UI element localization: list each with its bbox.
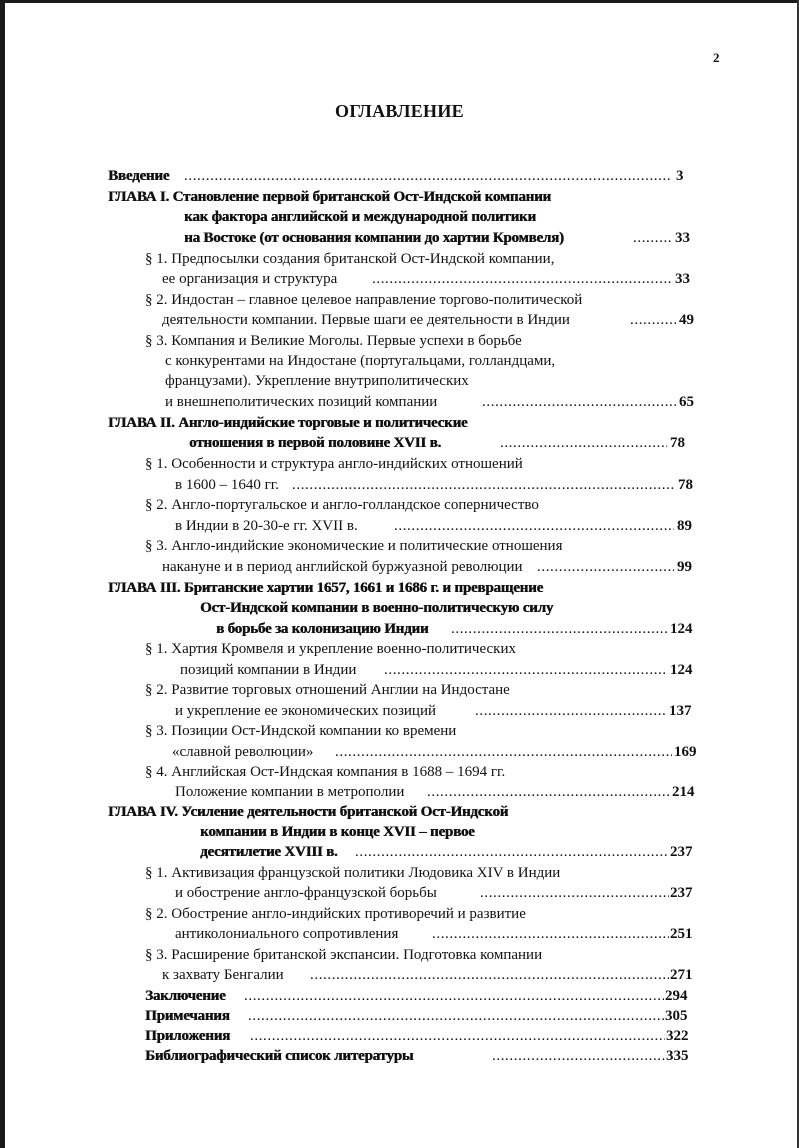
page-number: 2 [713, 50, 720, 65]
toc-page-bibliography: 335 [666, 1048, 689, 1064]
toc-leader-dots [292, 475, 675, 495]
toc-chapter-4-title: ГЛАВА IV. Усиление деятельности британской Ост-Индской [108, 804, 509, 820]
toc-page-section-4-2: 251 [670, 926, 693, 942]
toc-chapter-2-title: ГЛАВА II. Англо-индийские торговые и политические [108, 415, 468, 431]
toc-page-section-3-3: 169 [674, 744, 697, 760]
toc-section-1-1: § 1. Предпосылки создания британской Ост-Индской компании, [145, 251, 555, 267]
toc-page-appendices: 322 [666, 1028, 689, 1044]
toc-section-3-1: § 1. Хартия Кромвеля и укрепление военно-политических [145, 641, 516, 657]
toc-leader-dots [500, 433, 667, 453]
toc-section-4-1: § 1. Активизация французской политики Людовика XIV в Индии [145, 865, 561, 881]
toc-section-2-1-cont: в 1600 – 1640 гг. [175, 477, 279, 493]
toc-section-3-1-cont: позиций компании в Индии [180, 662, 357, 678]
toc-chapter-1-title: ГЛАВА I. Становление первой британской Ост-Индской компании [108, 189, 551, 205]
toc-section-3-2-cont: и укрепление ее экономических позиций [175, 703, 437, 719]
toc-page-section-3-4: 214 [672, 784, 695, 800]
toc-chapter-1-title-cont: как фактора английской и международной политики [184, 209, 536, 225]
toc-page-section-1-1: 33 [675, 271, 690, 287]
toc-page-chapter-2: 78 [670, 435, 685, 451]
toc-leader-dots [451, 619, 667, 639]
toc-section-2-1: § 1. Особенности и структура англо-индийских отношений [145, 456, 523, 472]
toc-section-1-3-cont: французами). Укрепление внутриполитических [165, 373, 469, 389]
toc-section-1-3-cont: с конкурентами на Индостане (португальцами, голландцами, [165, 353, 556, 369]
toc-leader-dots [335, 742, 672, 762]
toc-section-2-3: § 3. Англо-индийские экономические и политические отношения [145, 538, 563, 554]
toc-page-notes: 305 [665, 1008, 688, 1024]
toc-chapter-3-title-cont: в борьбе за колонизацию Индии [216, 621, 429, 637]
toc-chapter-1-title-cont: на Востоке (от основания компании до хартии Кромвеля) [184, 230, 564, 246]
toc-page-chapter-3: 124 [670, 621, 693, 637]
toc-section-2-2-cont: в Индии в 20-30-е гг. XVII в. [175, 518, 358, 534]
toc-page-introduction: 3 [676, 168, 684, 184]
toc-page-section-2-2: 89 [677, 518, 692, 534]
toc-leader-dots [384, 660, 667, 680]
toc-leader-dots [630, 310, 676, 330]
toc-page-section-4-3: 271 [670, 967, 693, 983]
toc-leader-dots [394, 516, 674, 536]
toc-leader-dots [432, 924, 669, 944]
toc-leader-dots [248, 1006, 664, 1026]
toc-section-4-2-cont: антиколониального сопротивления [175, 926, 399, 942]
toc-entry-conclusion: Заключение [145, 988, 226, 1004]
toc-entry-notes: Примечания [145, 1008, 230, 1024]
toc-entry-bibliography: Библиографический список литературы [145, 1048, 414, 1064]
toc-chapter-3-title-cont: Ост-Индской компании в военно-политическую силу [200, 600, 553, 616]
toc-page-section-3-1: 124 [670, 662, 693, 678]
toc-section-3-3-cont: «славной революции» [172, 744, 314, 760]
toc-leader-dots [482, 392, 676, 412]
toc-page-section-3-2: 137 [669, 703, 692, 719]
toc-leader-dots [310, 965, 669, 985]
toc-section-2-2: § 2. Англо-португальское и англо-голландское соперничество [145, 497, 539, 513]
toc-section-1-3-cont: и внешнеполитических позиций компании [165, 394, 438, 410]
toc-page-chapter-1: 33 [675, 230, 690, 246]
toc-section-1-2-cont: деятельности компании. Первые шаги ее деятельности в Индии [162, 312, 570, 328]
toc-leader-dots [250, 1026, 665, 1046]
toc-section-4-1-cont: и обострение англо-французской борьбы [175, 885, 437, 901]
toc-chapter-2-title-cont: отношения в первой половине XVII в. [189, 435, 441, 451]
toc-leader-dots [244, 986, 664, 1006]
toc-page-section-1-2: 49 [679, 312, 694, 328]
toc-section-1-2: § 2. Индостан – главное целевое направление торгово-политической [145, 292, 583, 308]
toc-page-section-4-1: 237 [670, 885, 693, 901]
toc-chapter-3-title: ГЛАВА III. Британские хартии 1657, 1661 и 1686 г. и превращение [108, 580, 543, 596]
toc-chapter-4-title-cont: десятилетие XVIII в. [200, 844, 338, 860]
toc-section-4-2: § 2. Обострение англо-индийских противоречий и развитие [145, 906, 526, 922]
toc-page-section-2-3: 99 [677, 559, 692, 575]
toc-leader-dots [492, 1046, 666, 1066]
toc-section-4-3: § 3. Расширение британской экспансии. Подготовка компании [145, 947, 543, 963]
toc-leader-dots [372, 269, 672, 289]
toc-section-3-2: § 2. Развитие торговых отношений Англии на Индостане [145, 682, 510, 698]
toc-leader-dots [537, 557, 674, 577]
toc-leader-dots [184, 166, 672, 186]
toc-section-1-3: § 3. Компания и Великие Моголы. Первые успехи в борьбе [145, 333, 522, 349]
toc-section-1-1-cont: ее организация и структура [162, 271, 338, 287]
toc-leader-dots [475, 701, 667, 721]
toc-section-4-3-cont: к захвату Бенгалии [162, 967, 284, 983]
toc-page-section-1-3: 65 [679, 394, 694, 410]
page-title: ОГЛАВЛЕНИЕ [335, 101, 464, 121]
toc-section-3-4: § 4. Английская Ост-Индская компания в 1688 – 1694 гг. [145, 764, 506, 780]
toc-entry-introduction: Введение [108, 168, 170, 184]
toc-leader-dots [480, 883, 669, 903]
toc-section-3-3: § 3. Позиции Ост-Индской компании ко времени [145, 723, 457, 739]
toc-page-conclusion: 294 [665, 988, 688, 1004]
toc-leader-dots [355, 842, 669, 862]
toc-leader-dots [633, 228, 671, 248]
toc-section-3-4-cont: Положение компании в метрополии [175, 784, 405, 800]
toc-section-2-3-cont: накануне и в период английской буржуазной революции [162, 559, 523, 575]
toc-entry-appendices: Приложения [145, 1028, 230, 1044]
toc-leader-dots [427, 782, 669, 802]
toc-chapter-4-title-cont: компании в Индии в конце XVII – первое [200, 824, 475, 840]
toc-page-chapter-4: 237 [670, 844, 693, 860]
toc-page-section-2-1: 78 [678, 477, 693, 493]
